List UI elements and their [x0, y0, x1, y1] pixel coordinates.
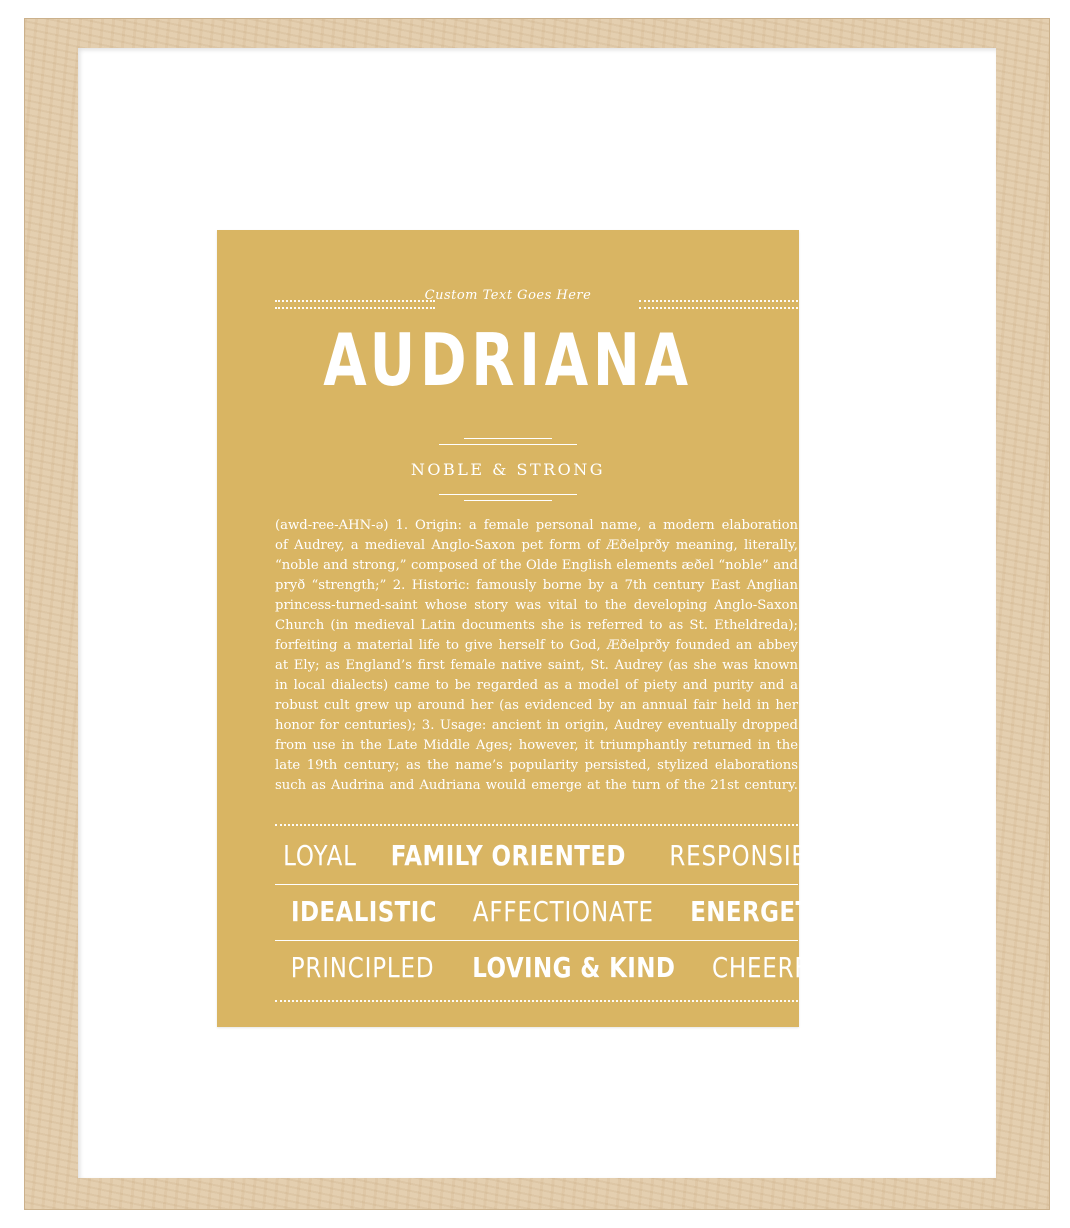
- trait-word: IDEALISTIC: [291, 895, 437, 928]
- divider-rule: [439, 444, 577, 445]
- wood-frame: [24, 18, 1050, 1210]
- traits-top-dotted-line: [275, 824, 798, 826]
- traits-divider: [275, 884, 798, 885]
- definition-line: forfeiting a material life to give herself to God, Æðelprðy founded an abbey: [275, 638, 798, 653]
- definition-line: pryð “strength;” 2. Historic: famously borne by a 7th century East Anglian: [275, 578, 798, 593]
- definition-line: (awd-ree-AHN-ə) 1. Origin: a female personal name, a modern elaboration: [275, 518, 798, 533]
- definition-line: from use in the Late Middle Ages; however, it triumphantly returned in the: [275, 738, 798, 753]
- white-mat: [78, 48, 996, 1178]
- definition-text: [275, 516, 798, 796]
- definition-line: late 19th century; as the name’s popularity persisted, stylized elaborations: [275, 758, 798, 773]
- trait-word: CHEERFUL: [711, 951, 840, 984]
- trait-word: LOYAL: [283, 839, 357, 872]
- divider-rule: [439, 494, 577, 495]
- definition-line: robust cult grew up around her (as evidenced by an annual fair held in her: [275, 698, 798, 713]
- divider-rule: [464, 500, 552, 501]
- trait-word: FAMILY ORIENTED: [390, 839, 626, 872]
- definition-line: Church (in medieval Latin documents she is referred to as St. Etheldreda);: [275, 618, 798, 633]
- definition-line: princess-turned-saint whose story was vital to the developing Anglo-Saxon: [275, 598, 798, 613]
- traits-divider: [275, 940, 798, 941]
- top-left-dotted-line-2: [275, 307, 435, 309]
- trait-word: PRINCIPLED: [290, 951, 435, 984]
- trait-word: RESPONSIBLE: [669, 839, 838, 872]
- definition-line: at Ely; as England’s first female native saint, St. Audrey (as she was known: [275, 658, 798, 673]
- definition-line: honor for centuries); 3. Usage: ancient in origin, Audrey eventually dropped: [275, 718, 798, 733]
- definition-line: “noble and strong,” composed of the Olde English elements æðel “noble” and: [275, 558, 798, 573]
- name-print: [217, 230, 840, 1027]
- custom-text: Custom Text Goes Here: [424, 288, 592, 303]
- divider-rule: [464, 438, 552, 439]
- trait-word: AFFECTIONATE: [472, 895, 654, 928]
- name-meaning: NOBLE & STRONG: [410, 460, 606, 479]
- top-right-dotted-line-2: [639, 307, 798, 309]
- definition-line: in local dialects) came to be regarded as a model of piety and purity and a: [275, 678, 798, 693]
- traits-row-2: [275, 892, 838, 932]
- definition-line: such as Audrina and Audriana would emerge at the turn of the 21st century.: [275, 778, 798, 793]
- definition-line: of Audrey, a medieval Anglo-Saxon pet form of Æðelprðy meaning, literally,: [275, 538, 798, 553]
- traits-bottom-dotted-line: [275, 1000, 798, 1002]
- trait-word: LOVING & KIND: [472, 951, 676, 984]
- name-title: AUDRIANA: [323, 318, 693, 402]
- traits-row-3: [275, 948, 840, 988]
- traits-row-1: [275, 836, 838, 876]
- trait-word: ENERGETIC: [689, 895, 838, 928]
